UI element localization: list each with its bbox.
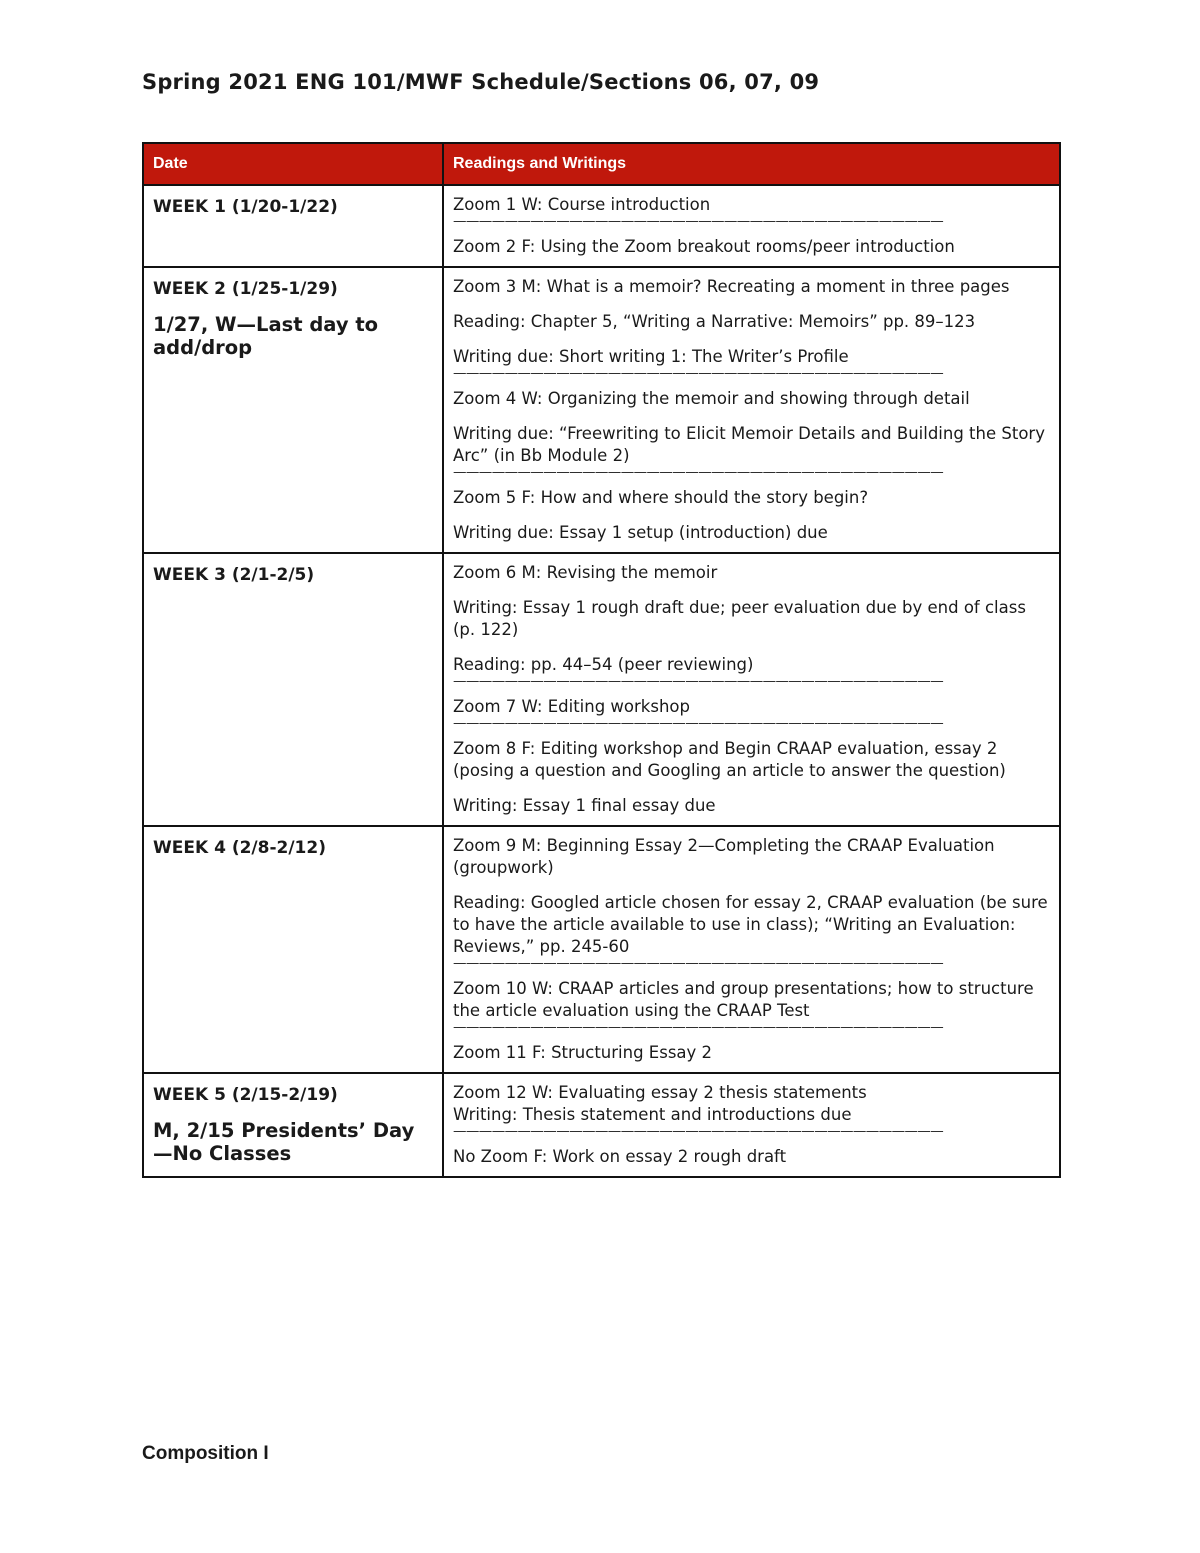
week-items-cell	[443, 1073, 1060, 1177]
dash-separator: ——————————————————————————————————————	[453, 676, 944, 689]
schedule-item: Zoom 9 M: Beginning Essay 2—Completing the CRAAP Evaluation (groupwork)	[453, 836, 995, 877]
footer-title: Composition I	[142, 1443, 269, 1464]
week-row	[143, 553, 1060, 826]
schedule-item: Zoom 3 M: What is a memoir? Recreating a moment in three pages	[453, 277, 1010, 296]
schedule-item: Zoom 11 F: Structuring Essay 2	[453, 1043, 713, 1062]
week-date-cell	[143, 185, 443, 267]
week-label: WEEK 5 (2/15-2/19)	[153, 1085, 338, 1105]
schedule-item: Zoom 2 F: Using the Zoom breakout rooms/peer introduction	[453, 237, 955, 256]
schedule-item: Zoom 6 M: Revising the memoir	[453, 563, 718, 582]
schedule-item: Writing due: Short writing 1: The Writer’s Profile	[453, 347, 849, 366]
week-items-cell	[443, 826, 1060, 1073]
schedule-item: Reading: pp. 44–54 (peer reviewing)	[453, 655, 754, 674]
schedule-item: Zoom 10 W: CRAAP articles and group presentations; how to structure the article evaluation using the CRAAP Test	[453, 979, 1034, 1020]
dash-separator: ——————————————————————————————————————	[453, 1022, 944, 1035]
week-items-cell	[443, 267, 1060, 553]
week-label: WEEK 3 (2/1-2/5)	[153, 565, 315, 585]
header-readings-and-writings: Readings and Writings	[443, 143, 1060, 185]
dash-separator: ——————————————————————————————————————	[453, 368, 944, 381]
dash-separator: ——————————————————————————————————————	[453, 958, 944, 971]
schedule-item: Zoom 7 W: Editing workshop	[453, 697, 690, 716]
dash-separator: ——————————————————————————————————————	[453, 1126, 944, 1139]
dash-separator: ——————————————————————————————————————	[453, 718, 944, 731]
week-date-cell	[143, 267, 443, 553]
week-row	[143, 826, 1060, 1073]
schedule-item: Zoom 8 F: Editing workshop and Begin CRAAP evaluation, essay 2 (posing a question and Googling an article to answer the question)	[453, 739, 1006, 780]
week-date-cell	[143, 553, 443, 826]
week-date-cell	[143, 1073, 443, 1177]
schedule-item: No Zoom F: Work on essay 2 rough draft	[453, 1147, 787, 1166]
week-date-cell	[143, 826, 443, 1073]
table-header-row	[143, 143, 1060, 185]
schedule-item: Reading: Googled article chosen for essay 2, CRAAP evaluation (be sure to have the article available to use in class); “Writing an Evaluation: Reviews,” pp. 245-60	[453, 893, 1048, 956]
schedule-item: Writing: Essay 1 final essay due	[453, 796, 716, 815]
dash-separator: ——————————————————————————————————————	[453, 216, 944, 229]
week-label: WEEK 2 (1/25-1/29)	[153, 279, 338, 299]
schedule-item: Reading: Chapter 5, “Writing a Narrative: Memoirs” pp. 89–123	[453, 312, 976, 331]
week-items-cell	[443, 185, 1060, 267]
schedule-table	[142, 142, 1061, 1178]
week-row	[143, 267, 1060, 553]
schedule-item: Writing: Essay 1 rough draft due; peer evaluation due by end of class (p. 122)	[453, 598, 1026, 639]
schedule-item: Zoom 12 W: Evaluating essay 2 thesis statements	[453, 1083, 867, 1102]
schedule-item: Writing due: Essay 1 setup (introduction) due	[453, 523, 828, 542]
schedule-item: Writing: Thesis statement and introductions due	[453, 1105, 852, 1124]
week-note: M, 2/15 Presidents’ Day —No Classes	[153, 1119, 415, 1165]
schedule-item: Zoom 4 W: Organizing the memoir and showing through detail	[453, 389, 970, 408]
week-label: WEEK 4 (2/8-2/12)	[153, 838, 326, 858]
schedule-item: Writing due: “Freewriting to Elicit Memoir Details and Building the Story Arc” (in Bb Module 2)	[453, 424, 1045, 465]
page-title: Spring 2021 ENG 101/MWF Schedule/Sections 06, 07, 09	[142, 70, 820, 94]
dash-separator: ——————————————————————————————————————	[453, 467, 944, 480]
header-date: Date	[143, 143, 443, 185]
schedule-body	[143, 185, 1060, 1177]
schedule-item: Zoom 1 W: Course introduction	[453, 195, 711, 214]
week-row	[143, 1073, 1060, 1177]
schedule-item: Zoom 5 F: How and where should the story begin?	[453, 488, 869, 507]
week-note: 1/27, W—Last day to add/drop	[153, 313, 379, 359]
week-row	[143, 185, 1060, 267]
week-label: WEEK 1 (1/20-1/22)	[153, 197, 338, 217]
week-items-cell	[443, 553, 1060, 826]
